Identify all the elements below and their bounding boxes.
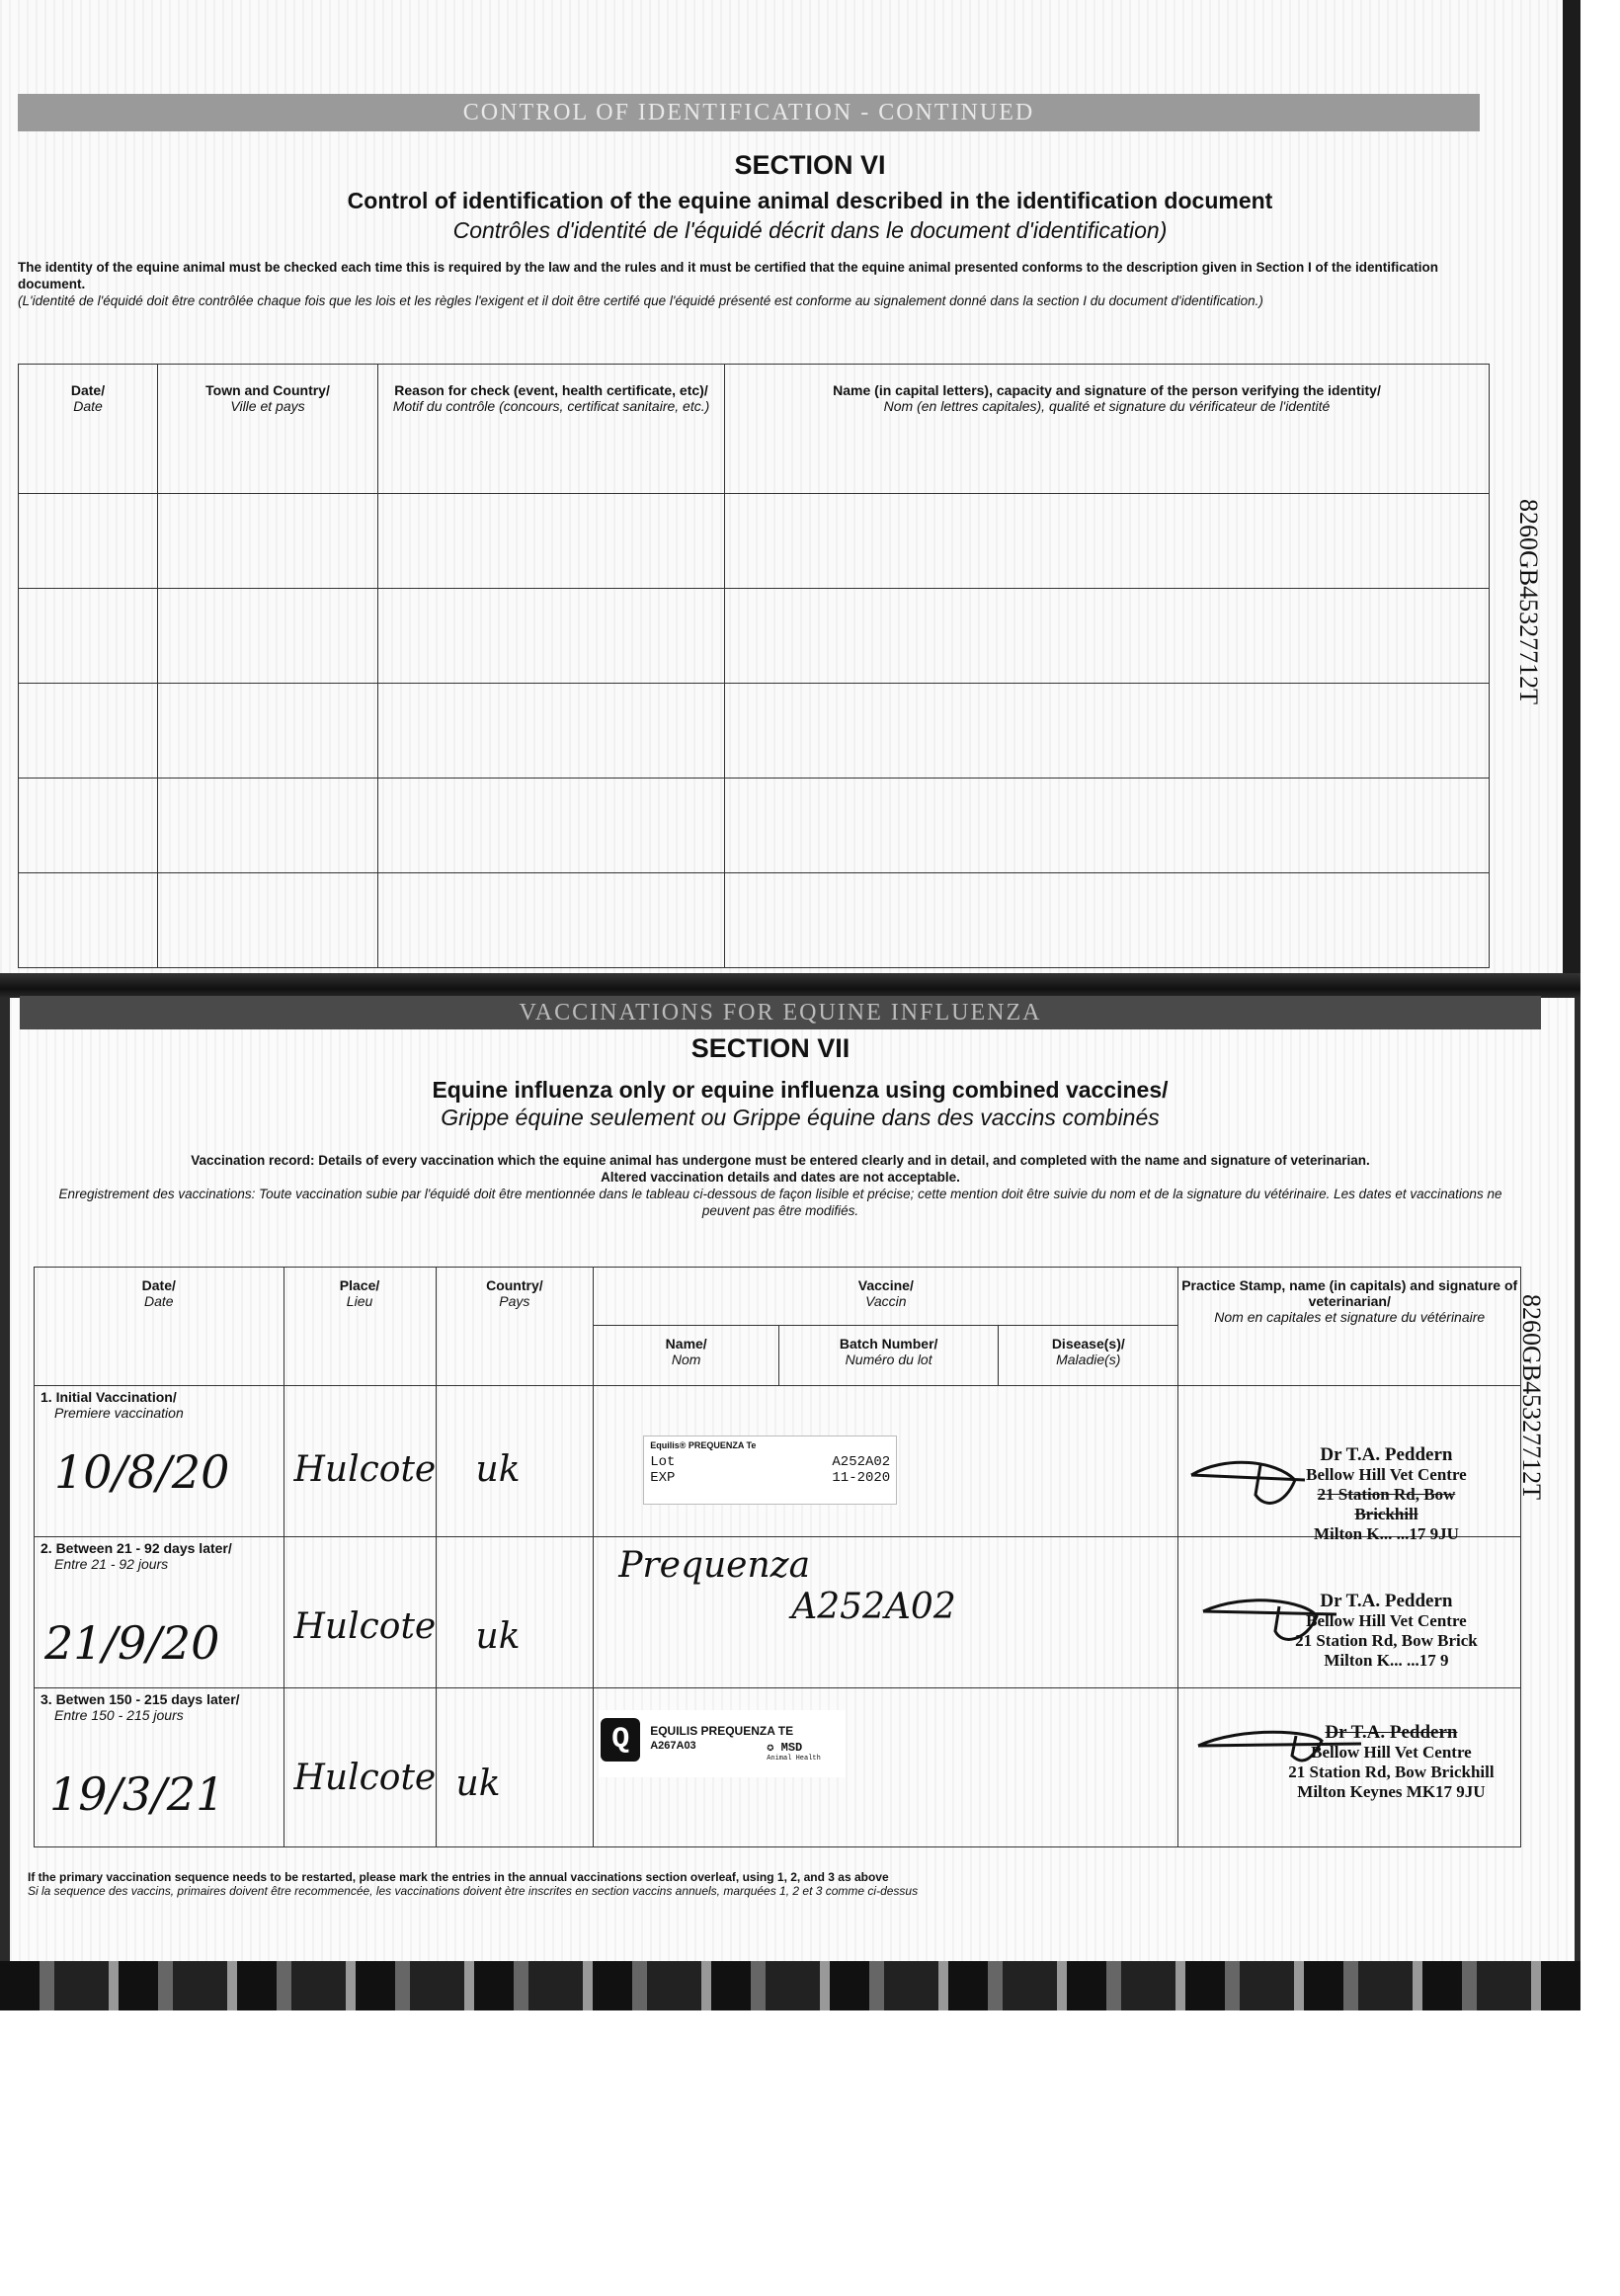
handwritten-country: uk [475,1449,521,1490]
sticker-maker: MSD [780,1741,803,1755]
handwritten-batch: A252A02 [791,1587,956,1627]
handwritten-date: 19/3/21 [49,1767,225,1821]
table-row [19,684,1490,779]
col-practice-stamp: Practice Stamp, name (in capitals) and signature of veterinarian/ Nom en capitales et signature du vétérinaire [1178,1268,1521,1386]
col-vaccine-name: Name/ Nom [594,1326,779,1386]
row-label-fr: Entre 150 - 215 jours [54,1707,184,1723]
row-label: 3. Betwen 150 - 215 days later/ [40,1691,240,1707]
vaccine-sticker [643,1435,897,1505]
stamp-line: Bellow Hill Vet Centre [1306,1465,1467,1484]
record-fr: Enregistrement des vaccinations: Toute vaccination subie par l'équidé doit être mentionnée dans le tableau ci-dessous de façon lisible et précise; cette mention doit être suivie du nom et de la signature du vétérinaire. Les dates et vaccinations ne peuvent pas être modifiés. [58,1187,1502,1218]
stamp-name: Dr T.A. Peddern [1320,1444,1453,1465]
footnote-en: If the primary vaccination sequence needs to be restarted, please mark the entries in the annual vaccinations section overleaf, using 1, 2, and 3 as above [28,1870,889,1884]
stamp-line: Milton Keynes MK17 9JU [1297,1782,1486,1801]
sticker-brand: Equilis® PREQUENZA Te [650,1440,757,1450]
scan-edge [0,1961,1580,2010]
vet-stamp [1287,1445,1485,1544]
sticker-lot-label: Lot [650,1454,676,1470]
table-row [19,779,1490,873]
footnote-fr: Si la sequence des vaccins, primaires doivent être recommencée, les vaccinations doivent ètre inscrites en section vaccins annuels, marquées 1, 2 et 3 comme ci-dessus [28,1884,919,1898]
vaccination-row-2 [35,1537,1521,1688]
sticker-maker-sub: Animal Health [767,1755,821,1763]
record-en: Details of every vaccination which the equine animal has undergone must be entered clearly and in detail, and completed with the name and signature of veterinarian. [318,1153,1370,1168]
intro-fr: (L'identité de l'équidé doit être contrôlée chaque fois que les lois et les règles l'exigent et il doit être certifé que l'équidé présenté est conforme au signalement donné dans la section I du document d'identification.) [18,293,1263,308]
sticker-lot: A252A02 [832,1454,891,1470]
table-row [19,494,1490,589]
col-date: Date/ Date [19,365,158,494]
handwritten-country: uk [475,1616,521,1657]
row-label: 2. Between 21 - 92 days later/ [40,1540,232,1556]
section-vi-banner: CONTROL OF IDENTIFICATION - CONTINUED [18,94,1480,131]
col-reason: Reason for check (event, health certificate, etc)/ Motif du contrôle (concours, certificat sanitaire, etc.) [378,365,725,494]
handwritten-country: uk [455,1763,501,1804]
stamp-line: Milton K... ...17 9 [1324,1651,1449,1670]
col-vac-date: Date/ Date [35,1268,284,1386]
identity-check-table [18,364,1490,968]
vaccination-row-3 [35,1688,1521,1847]
col-country: Country/ Pays [436,1268,594,1386]
row-label-fr: Entre 21 - 92 jours [54,1556,169,1572]
sticker-lot: A267A03 [650,1740,696,1752]
stamp-line: 21 Station Rd, Bow Brickhill [1288,1763,1495,1781]
vaccination-record-text [40,1152,1521,1219]
handwritten-place: Hulcote [293,1449,437,1490]
vaccine-logo-icon: Q [601,1718,640,1762]
col-verifier: Name (in capital letters), capacity and signature of the person verifying the identity/ Nom (en lettres capitales), qualité et signature du vérificateur de l'identité [725,365,1490,494]
stamp-line: 21 Station Rd, Bow Brickhill [1317,1485,1456,1523]
section-vii-banner: VACCINATIONS FOR EQUINE INFLUENZA [20,996,1541,1029]
vet-signature [1198,1587,1346,1656]
col-vaccine: Vaccine/ Vaccin [594,1268,1178,1326]
section-vii-title: SECTION VII [690,1033,850,1063]
col-town-country: Town and Country/ Ville et pays [158,365,378,494]
stamp-line: Bellow Hill Vet Centre [1311,1743,1472,1762]
handwritten-date: 10/8/20 [54,1445,230,1499]
section-vi-title: SECTION VI [734,150,886,180]
section-vi-heading-en: Control of identification of the equine animal described in the identification document [347,188,1273,213]
stamp-name: Dr T.A. Peddern [1325,1722,1458,1743]
msd-logo: ✪ MSD Animal Health [767,1741,821,1763]
table-row [19,873,1490,968]
section-vi-intro [18,259,1480,309]
vaccine-sticker [599,1710,846,1777]
restart-footnote [28,1870,1509,1898]
stamp-line: 21 Station Rd, Bow Brick [1295,1631,1478,1650]
handwritten-date: 21/9/20 [44,1616,220,1670]
record-en2: Altered vaccination details and dates are not acceptable. [601,1170,960,1185]
stamp-line: Milton K... ...17 9JU [1314,1524,1459,1543]
record-label: Vaccination record: [191,1153,315,1168]
vaccination-row-1 [35,1386,1521,1537]
handwritten-place: Hulcote [293,1758,437,1798]
stamp-line: Bellow Hill Vet Centre [1306,1611,1467,1630]
sticker-exp: 11-2020 [832,1470,891,1486]
table-row [19,589,1490,684]
row-label: 1. Initial Vaccination/ [40,1389,177,1405]
section-vii-heading-fr: Grippe équine seulement ou Grippe équine dans des vaccins combinés [441,1105,1160,1130]
handwritten-vaccine-name: Prequenza [618,1545,811,1586]
col-disease: Disease(s)/ Maladie(s) [999,1326,1178,1386]
col-place: Place/ Lieu [284,1268,436,1386]
vaccination-table [34,1267,1521,1847]
stamp-name: Dr T.A. Peddern [1320,1591,1453,1611]
col-batch: Batch Number/ Numéro du lot [779,1326,999,1386]
passport-id-bottom: 8260GB45327712T [1517,1294,1546,1500]
handwritten-place: Hulcote [293,1606,437,1647]
passport-id-top: 8260GB45327712T [1514,499,1543,704]
section-vi-heading-fr: Contrôles d'identité de l'équidé décrit dans le document d'identification) [452,217,1168,243]
sticker-exp-label: EXP [650,1470,676,1486]
row-label-fr: Premiere vaccination [54,1405,184,1421]
vet-signature [1193,1716,1371,1775]
sticker-brand: EQUILIS PREQUENZA TE [650,1724,794,1738]
intro-en: The identity of the equine animal must be checked each time this is required by the law and the rules and it must be certified that the equine animal presented conforms to the description given in Section I of the identification document. [18,260,1439,291]
vet-signature [1186,1445,1315,1515]
section-vii-heading-en: Equine influenza only or equine influenza using combined vaccines/ [432,1077,1169,1103]
